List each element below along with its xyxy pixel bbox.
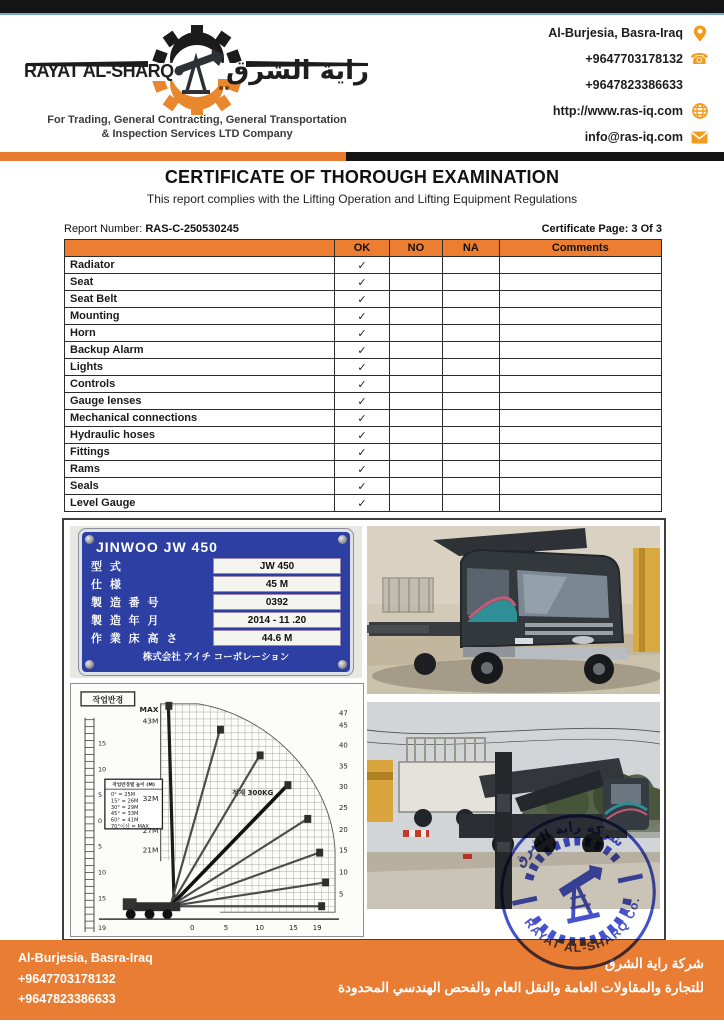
table-row (65, 325, 662, 342)
ok-cell: ✓ (335, 342, 389, 359)
table-row (65, 291, 662, 308)
ok-cell: ✓ (335, 444, 389, 461)
ok-cell: ✓ (335, 495, 389, 512)
brand-name-en: RAYAT AL-SHARQ (24, 61, 174, 81)
na-column-header: NA (443, 240, 499, 257)
checklist-item-label: Lights (65, 359, 335, 376)
boom-max-label: MAX (139, 704, 159, 714)
no-cell (389, 461, 442, 478)
comments-cell (499, 274, 661, 291)
contact-row (458, 77, 708, 93)
no-cell (389, 495, 442, 512)
bottom-axis-tick: 10 (255, 924, 265, 933)
ok-cell: ✓ (335, 291, 389, 308)
left-axis-tick: 19 (97, 924, 107, 933)
nameplate-row (91, 594, 341, 610)
report-number-label: Report Number: (64, 223, 143, 235)
checklist-item-label: Controls (65, 376, 335, 393)
ok-cell: ✓ (335, 461, 389, 478)
na-cell (443, 410, 499, 427)
checklist-item-label: Level Gauge (65, 495, 335, 512)
contact-row (458, 25, 708, 41)
report-info-row (64, 223, 662, 235)
comments-cell (499, 325, 661, 342)
left-axis-tick: 15 (97, 894, 107, 903)
right-axis-tick: 10 (339, 868, 348, 877)
contact-text: info@ras-iq.com (584, 130, 683, 144)
table-row (65, 427, 662, 444)
comments-cell (499, 308, 661, 325)
right-axis-tick: 45 (339, 721, 348, 730)
boom-height-label: 43M (142, 716, 159, 726)
table-row (65, 359, 662, 376)
ok-cell: ✓ (335, 257, 389, 274)
diagram-title: 작업반경 (92, 695, 124, 705)
no-cell (389, 359, 442, 376)
nameplate-row (91, 558, 341, 574)
truck-front-scene (367, 526, 660, 694)
comments-cell (499, 461, 661, 478)
legend-row: 30° = 29M (110, 804, 139, 811)
left-axis-tick: 10 (97, 765, 107, 774)
na-cell (443, 359, 499, 376)
checklist-item-label: Backup Alarm (65, 342, 335, 359)
right-axis-tick: 20 (339, 825, 348, 834)
nameplate-field-value: JW 450 (213, 558, 341, 574)
envelope-icon (691, 129, 708, 146)
nameplate-field-label: 作 業 床 高 さ (91, 632, 180, 645)
ok-cell: ✓ (335, 359, 389, 376)
header (0, 15, 724, 152)
certificate-page-info: Certificate Page: 3 Of 3 (541, 223, 662, 235)
na-cell (443, 274, 499, 291)
stamp-top-text: شركة راية الشرق (511, 819, 627, 871)
divider-black-segment (346, 152, 724, 161)
screw-icon (85, 535, 94, 544)
company-logo (22, 17, 382, 149)
bottom-axis-tick: 5 (223, 924, 229, 933)
jinwoo-nameplate (79, 529, 353, 675)
checklist-item-label: Gauge lenses (65, 393, 335, 410)
load-capacity-label: 적재 300KG (231, 789, 274, 798)
checklist-item-label: Mounting (65, 308, 335, 325)
nameplate-field-value: 2014 - 11 .20 (213, 612, 341, 628)
na-cell (443, 342, 499, 359)
boom-height-label: 21M (142, 845, 159, 855)
comments-cell (499, 291, 661, 308)
comments-cell (499, 410, 661, 427)
contact-text: Al-Burjesia, Basra-Iraq (548, 26, 683, 40)
table-row (65, 410, 662, 427)
footer-company-name-ar: شركة راية الشرق (604, 956, 704, 971)
brand-name-ar: راية الشرق (225, 56, 369, 86)
na-cell (443, 461, 499, 478)
no-cell (389, 444, 442, 461)
ok-cell: ✓ (335, 308, 389, 325)
nameplate-photo (70, 526, 362, 678)
no-cell (389, 393, 442, 410)
checklist-header-row (65, 240, 662, 257)
aerial-platform-truck-front-photo (367, 526, 660, 694)
nameplate-row (91, 630, 341, 646)
no-cell (389, 257, 442, 274)
comments-cell (499, 257, 661, 274)
ok-cell: ✓ (335, 410, 389, 427)
nameplate-field-label: 製 造 番 号 (91, 596, 161, 609)
comments-column-header: Comments (499, 240, 661, 257)
contact-text: +9647703178132 (585, 52, 683, 66)
ok-cell: ✓ (335, 274, 389, 291)
contact-row (458, 51, 708, 67)
contact-text: +9647823386633 (585, 78, 683, 92)
ok-cell: ✓ (335, 427, 389, 444)
checklist-item-label: Fittings (65, 444, 335, 461)
table-row (65, 274, 662, 291)
nameplate-row (91, 612, 341, 628)
checklist-item-label: Mechanical connections (65, 410, 335, 427)
stamp-bottom-text: RAYAT AL-SHARQ Co. (521, 895, 643, 955)
bottom-axis-tick: 0 (189, 924, 195, 933)
right-axis-tick: 35 (339, 762, 348, 771)
stamp-pumpjack-icon (555, 862, 612, 924)
na-cell (443, 427, 499, 444)
ok-cell: ✓ (335, 393, 389, 410)
certificate-subtitle: This report complies with the Lifting Operation and Lifting Equipment Regulations (146, 192, 578, 206)
nameplate-field-value: 0392 (213, 594, 341, 610)
top-bar (0, 0, 724, 15)
table-row (65, 393, 662, 410)
legend-row: 45° = 33M (110, 811, 139, 818)
comments-cell (499, 495, 661, 512)
checklist-item-label: Seals (65, 478, 335, 495)
item-column-header (65, 240, 335, 257)
boom-height-label: 27M (142, 825, 159, 835)
table-row (65, 444, 662, 461)
checklist-item-label: Rams (65, 461, 335, 478)
comments-cell (499, 342, 661, 359)
header-divider (0, 152, 724, 161)
no-cell (389, 308, 442, 325)
right-axis-tick: 47 (339, 709, 348, 718)
nameplate-manufacturer: 株式会社 アイチ コーポレーション (142, 652, 290, 663)
legend-title: 작업반경별 높이 (M) (112, 783, 155, 789)
comments-cell (499, 478, 661, 495)
ok-column-header: OK (335, 240, 389, 257)
footer-phone2: +9647823386633 (18, 992, 116, 1007)
company-stamp (496, 810, 660, 974)
working-radius-chart (71, 684, 361, 934)
no-column-header: NO (389, 240, 442, 257)
left-axis-tick: 15 (97, 739, 107, 748)
right-axis-tick: 5 (339, 890, 344, 899)
report-number-value: RAS-C-250530245 (145, 223, 239, 235)
table-row (65, 478, 662, 495)
boom-height-label: 32M (142, 794, 159, 804)
legend-row: 15° = 26M (110, 798, 139, 805)
nameplate-title: JINWOO JW 450 (96, 539, 218, 555)
nameplate-field-label: 仕 様 (91, 578, 123, 591)
legend-row: 60° = 41M (110, 817, 139, 824)
na-cell (443, 257, 499, 274)
checklist-item-label: Hydraulic hoses (65, 427, 335, 444)
table-row (65, 461, 662, 478)
table-row (65, 495, 662, 512)
no-cell (389, 478, 442, 495)
table-row (65, 257, 662, 274)
table-row (65, 376, 662, 393)
footer-address: Al-Burjesia, Basra-Iraq (18, 951, 153, 965)
nameplate-field-value: 44.6 M (213, 630, 341, 646)
nameplate-row (91, 576, 341, 592)
contact-text: http://www.ras-iq.com (552, 104, 683, 118)
table-row (65, 308, 662, 325)
screw-icon (85, 660, 94, 669)
nameplate-field-label: 製 造 年 月 (91, 614, 161, 627)
na-cell (443, 291, 499, 308)
no-cell (389, 291, 442, 308)
nameplate-field-value: 45 M (213, 576, 341, 592)
table-row (65, 342, 662, 359)
working-radius-diagram (70, 683, 364, 937)
comments-cell (499, 393, 661, 410)
screw-icon (338, 535, 347, 544)
no-cell (389, 274, 442, 291)
left-axis-tick: 5 (97, 791, 103, 800)
bottom-axis-tick: 15 (288, 924, 298, 933)
checklist-item-label: Horn (65, 325, 335, 342)
left-axis-tick: 0 (97, 816, 103, 825)
na-cell (443, 308, 499, 325)
right-axis-tick: 30 (339, 783, 348, 792)
right-axis-tick: 40 (339, 741, 348, 750)
no-cell (389, 325, 442, 342)
na-cell (443, 325, 499, 342)
na-cell (443, 495, 499, 512)
certificate-title: CERTIFICATE OF THOROUGH EXAMINATION (164, 167, 560, 187)
icon-placeholder (691, 77, 708, 94)
left-axis-tick: 10 (97, 868, 107, 877)
nameplate-field-label: 型 式 (91, 560, 123, 573)
no-cell (389, 410, 442, 427)
tagline-line1: For Trading, General Contracting, General Transportation (47, 114, 347, 126)
ok-cell: ✓ (335, 325, 389, 342)
footer-phone1: +9647703178132 (18, 971, 116, 986)
no-cell (389, 342, 442, 359)
contact-row (458, 129, 708, 145)
checklist-item-label: Seat Belt (65, 291, 335, 308)
no-cell (389, 427, 442, 444)
inspection-checklist-table (64, 239, 662, 512)
location-pin-icon (691, 25, 708, 42)
divider-orange-segment (0, 152, 346, 161)
checklist-item-label: Radiator (65, 257, 335, 274)
footer-contact-block (18, 948, 153, 1010)
no-cell (389, 376, 442, 393)
comments-cell (499, 427, 661, 444)
screw-icon (338, 660, 347, 669)
ok-cell: ✓ (335, 376, 389, 393)
phone-icon: ☎ (690, 49, 709, 68)
globe-icon (691, 103, 708, 120)
comments-cell (499, 359, 661, 376)
report-number (64, 223, 239, 235)
comments-cell (499, 444, 661, 461)
comments-cell (499, 376, 661, 393)
left-axis-tick: 5 (97, 842, 103, 851)
legend-row: 70°이상 = MAX (110, 823, 149, 830)
contact-list (458, 25, 708, 155)
na-cell (443, 393, 499, 410)
checklist-item-label: Seat (65, 274, 335, 291)
footer-company-desc-ar: للتجارة والمقاولات العامة والنقل العام والفحص الهندسي المحدودة (337, 979, 704, 995)
tagline-line2: & Inspection Services LTD Company (101, 128, 293, 141)
contact-row (458, 103, 708, 119)
right-axis-tick: 25 (339, 803, 348, 812)
legend-row: 0° = 25M (110, 792, 136, 799)
bottom-axis-tick: 19 (312, 924, 322, 933)
logo-emblem (22, 17, 372, 115)
company-tagline (22, 113, 372, 142)
right-axis-tick: 15 (339, 846, 348, 855)
na-cell (443, 444, 499, 461)
na-cell (443, 376, 499, 393)
ok-cell: ✓ (335, 478, 389, 495)
na-cell (443, 478, 499, 495)
